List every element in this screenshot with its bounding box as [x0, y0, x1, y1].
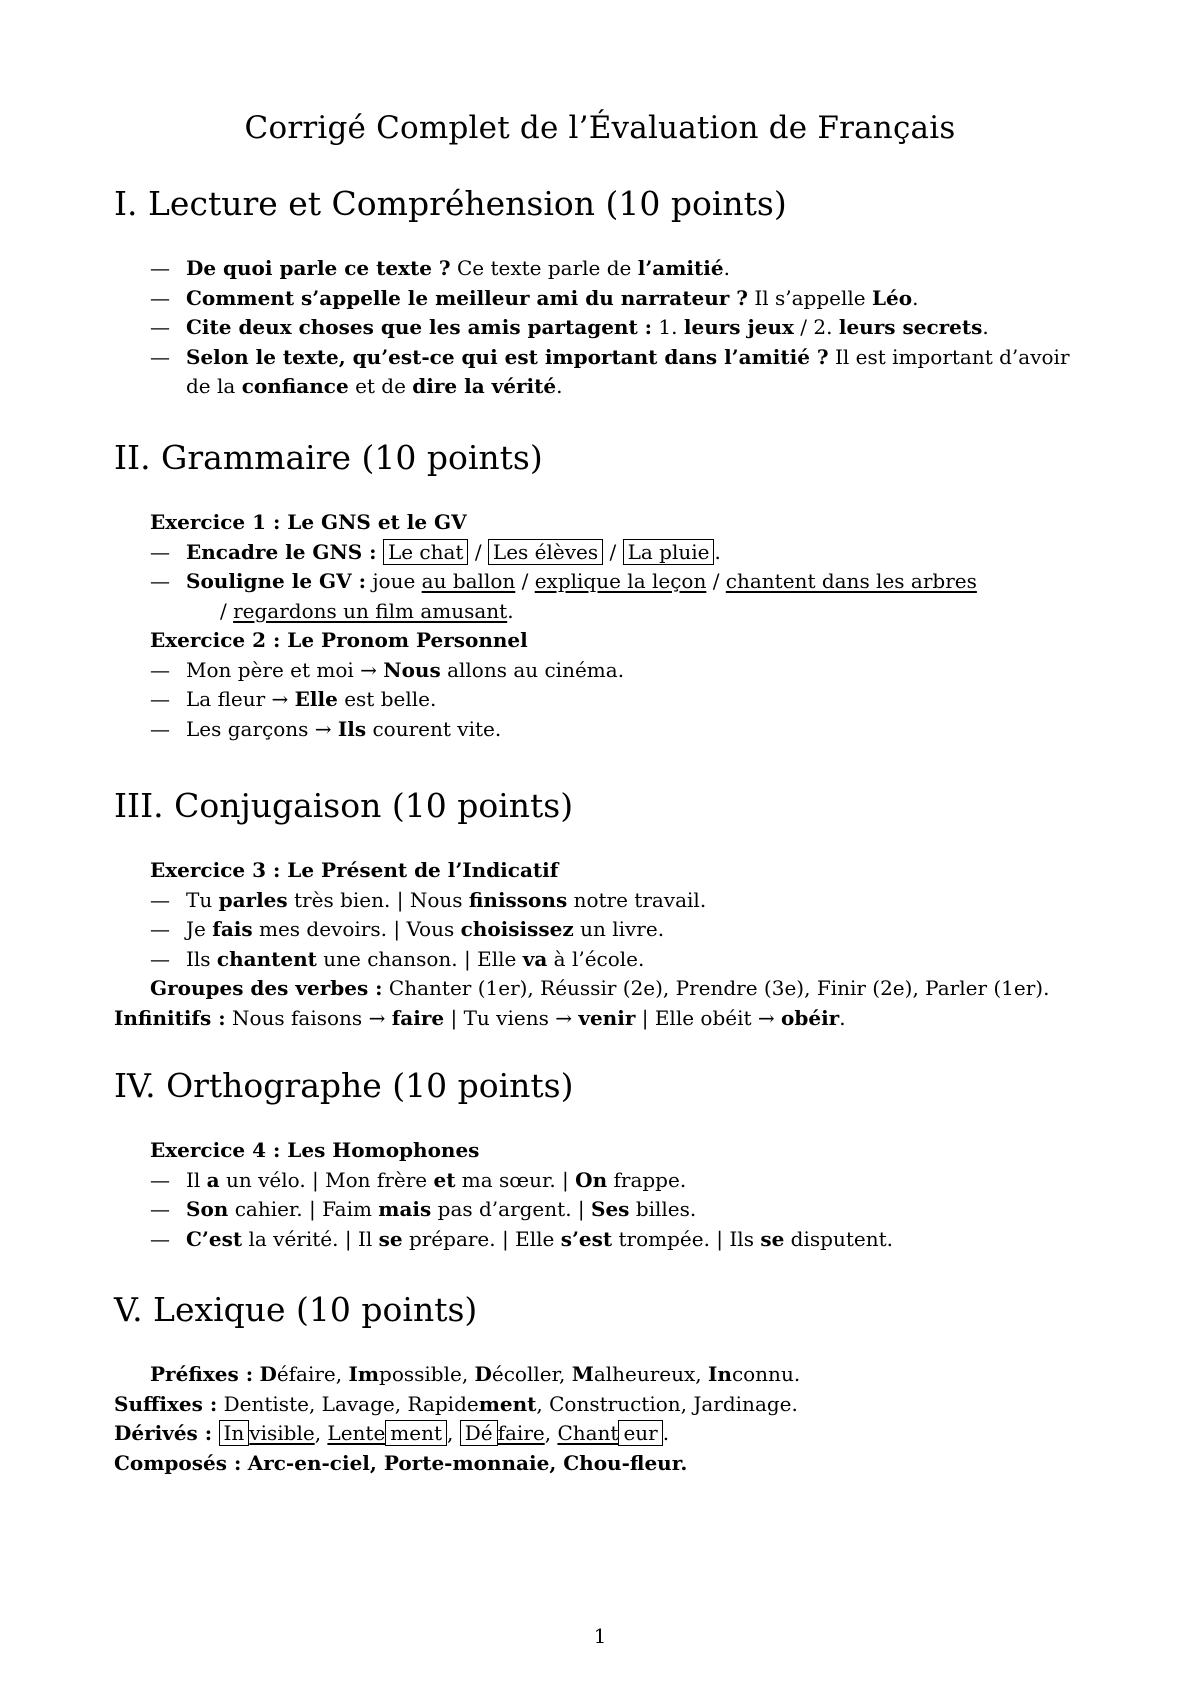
list-item: — Cite deux choses que les amis partagent : 1. leurs jeux / 2. leurs secrets.	[150, 315, 989, 339]
verb-groups: Groupes des verbes : Chanter (1er), Réussir (2e), Prendre (3e), Finir (2e), Parler (1er).	[150, 976, 1050, 1000]
list-item: — De quoi parle ce texte ? Ce texte parle de l’amitié.	[150, 256, 730, 280]
list-item: — Les garçons → Ils courent vite.	[150, 716, 502, 741]
suffixes: Suffixes : Dentiste, Lavage, Rapidement, Construction, Jardinage.	[114, 1391, 798, 1416]
list-item: — Selon le texte, qu’est-ce qui est important dans l’amitié ? Il est important d’avoir	[150, 344, 1070, 369]
infinitives: Infinitifs : Nous faisons → faire | Tu viens → venir | Elle obéit → obéir.	[114, 1005, 846, 1030]
list-item: — Souligne le GV : joue au ballon / explique la leçon / chantent dans les arbres	[150, 569, 977, 593]
section-heading-grammaire: II. Grammaire (10 points)	[114, 438, 543, 477]
page-title: Corrigé Complet de l’Évaluation de Français	[244, 110, 956, 146]
section-orthographe-body	[114, 1136, 1104, 1254]
exercise-title: Exercice 2 : Le Pronom Personnel	[150, 628, 528, 652]
exercise-title: Exercice 4 : Les Homophones	[150, 1138, 480, 1162]
section-heading-orthographe: IV. Orthographe (10 points)	[114, 1066, 574, 1105]
section-heading-lecture: I. Lecture et Compréhension (10 points)	[114, 184, 787, 223]
list-item: — Son cahier. | Faim mais pas d’argent. | Ses billes.	[150, 1197, 697, 1221]
section-conjugaison-body	[114, 856, 1104, 1033]
list-item: — Encadre le GNS : Le chat / Les élèves / La pluie .	[150, 539, 721, 564]
list-item: — Ils chantent une chanson. | Elle va à l’école.	[150, 946, 645, 971]
composes: Composés : Arc-en-ciel, Porte-monnaie, Chou-fleur.	[114, 1450, 688, 1475]
list-item: — Comment s’appelle le meilleur ami du narrateur ? Il s’appelle Léo.	[150, 285, 919, 310]
list-item: — C’est la vérité. | Il se prépare. | Elle s’est trompée. | Ils se disputent.	[150, 1226, 893, 1251]
list-item: — Je fais mes devoirs. | Vous choisissez un livre.	[150, 917, 665, 941]
derives: Dérivés : In visible, Lente ment , Dé faire, Chant eur .	[114, 1421, 670, 1445]
exercise-title: Exercice 3 : Le Présent de l’Indicatif	[150, 858, 559, 882]
exercise-title: Exercice 1 : Le GNS et le GV	[150, 510, 467, 534]
list-item-continuation: / regardons un film amusant.	[220, 598, 514, 623]
list-item: — Tu parles très bien. | Nous finissons notre travail.	[150, 887, 707, 912]
section-lexique-body	[114, 1360, 1104, 1478]
list-item: — Il a un vélo. | Mon frère et ma sœur. | On frappe.	[150, 1167, 687, 1192]
section-heading-lexique: V. Lexique (10 points)	[114, 1290, 478, 1329]
list-item: — La fleur → Elle est belle.	[150, 687, 437, 711]
list-item: — Mon père et moi → Nous allons au cinéma.	[150, 657, 625, 682]
page-number: 1	[593, 1624, 607, 1648]
list-item-continuation: de la confiance et de dire la vérité.	[186, 374, 563, 398]
section-lecture-body	[114, 254, 1104, 402]
prefixes: Préfixes : Défaire, Impossible, Décoller, Malheureux, Inconnu.	[150, 1362, 801, 1386]
section-grammaire-body	[114, 508, 1104, 744]
section-heading-conjugaison: III. Conjugaison (10 points)	[114, 786, 574, 825]
